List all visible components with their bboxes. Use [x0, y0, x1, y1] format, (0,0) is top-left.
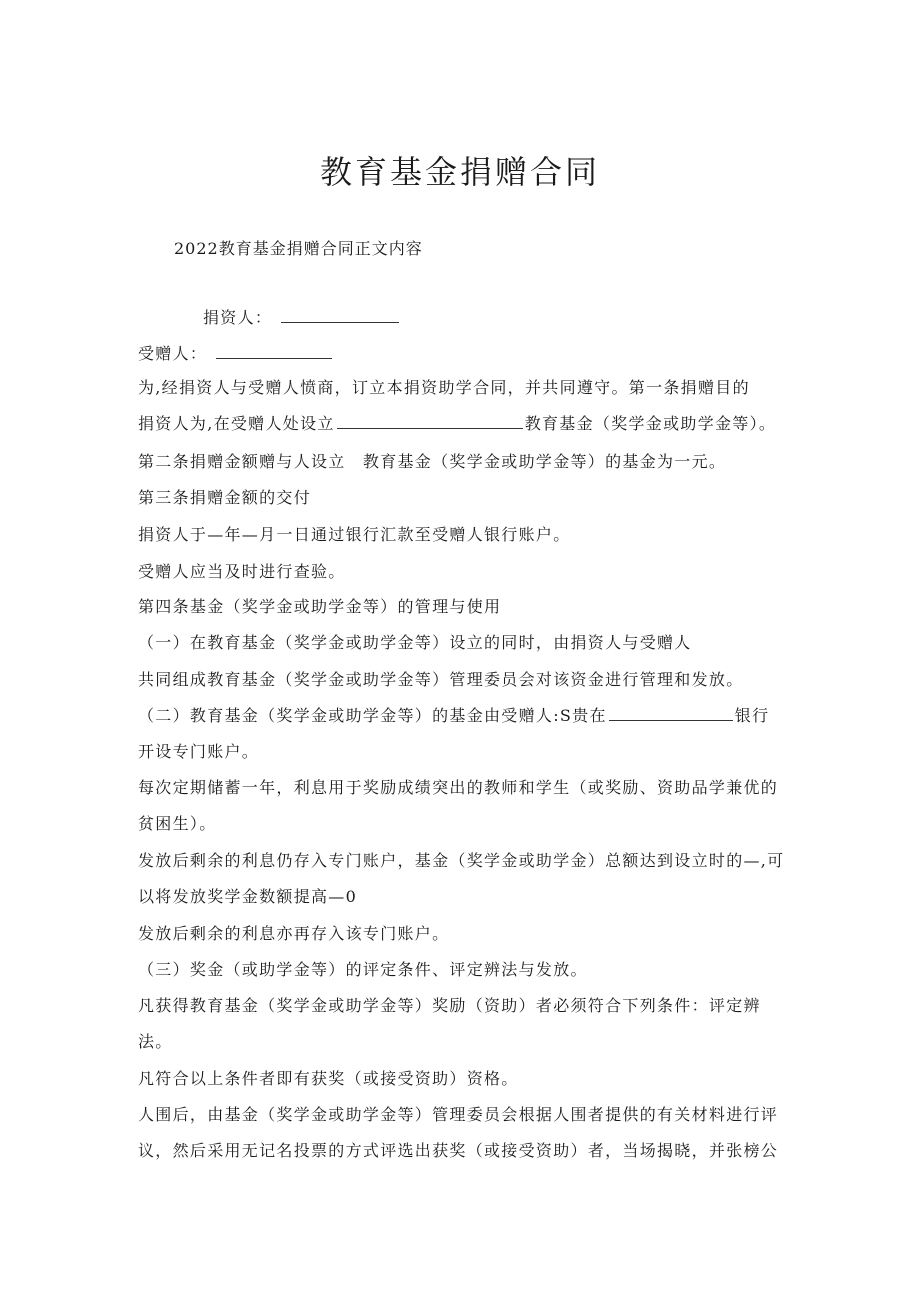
paragraph-line: 法。: [138, 1032, 173, 1051]
paragraph-line: [138, 414, 778, 434]
fund-setup-text: 捐资人为,在受赠人处设立: [138, 414, 335, 433]
paragraph-line: 受赠人应当及时进行查验。: [138, 562, 346, 581]
bank-text: （二）教育基金（奖学金或助学金等）的基金由受赠人:S贵在: [138, 706, 607, 725]
donor-line: [203, 308, 843, 328]
paragraph-line: 第四条基金（奖学金或助学金等）的管理与使用: [138, 597, 502, 616]
paragraph-line: 凡符合以上条件者即有获奖（或接受资助）资格。: [138, 1069, 519, 1088]
bank-name-blank[interactable]: [609, 706, 733, 721]
paragraph-line: 发放后剩余的利息亦再存入该专门账户。: [138, 924, 450, 943]
paragraph-line: 第三条捐赠金额的交付: [138, 488, 312, 507]
donor-label: 捐资人：: [203, 308, 273, 327]
paragraph-line: 每次定期储蓄一年，利息用于奖励成绩突出的教师和学生（或奖励、资助品学兼优的: [138, 778, 779, 797]
recipient-line: [138, 344, 778, 364]
paragraph-line: 共同组成教育基金（奖学金或助学金等）管理委员会对该资金进行管理和发放。: [138, 670, 744, 689]
donor-blank[interactable]: [281, 308, 399, 323]
paragraph-line: 凡获得教育基金（奖学金或助学金等）奖励（资助）者必须符合下列条件：评定辨: [138, 996, 761, 1015]
paragraph-line: [138, 706, 778, 726]
document-title: 教育基金捐赠合同: [319, 153, 600, 191]
fund-name-blank[interactable]: [337, 414, 523, 429]
recipient-blank[interactable]: [216, 344, 332, 359]
document-subtitle: 2022教育基金捐赠合同正文内容: [174, 239, 423, 258]
paragraph-line: 以将发放奖学金数额提高—0: [138, 887, 358, 906]
fund-type-text: 教育基金（奖学金或助学金等）。: [524, 414, 777, 433]
bank-suffix: 银行: [734, 706, 770, 725]
paragraph-line: 第二条捐赠金额赠与人设立 教育基金（奖学金或助学金等）的基金为一元。: [138, 452, 727, 471]
paragraph-line: 议，然后采用无记名投票的方式评选出获奖（或接受资助）者，当场揭晓，并张榜公: [138, 1141, 779, 1160]
paragraph-line: 发放后剩余的利息仍存入专门账户，基金（奖学金或助学金）总额达到设立时的—,可: [138, 851, 785, 870]
paragraph-line: （一）在教育基金（奖学金或助学金等）设立的同时，由捐资人与受赠人: [138, 633, 692, 652]
paragraph-line: 为,经捐资人与受赠人愤商，订立本捐资助学合同，并共同遵守。第一条捐赠目的: [138, 378, 750, 397]
paragraph-line: （三）奖金（或助学金等）的评定条件、评定辨法与发放。: [138, 960, 588, 979]
paragraph-line: 捐资人于—年—月一日通过银行汇款至受赠人银行账户。: [138, 525, 571, 544]
recipient-label: 受赠人：: [138, 344, 208, 363]
paragraph-line: 开设专门账户。: [138, 742, 260, 761]
paragraph-line: 人围后，由基金（奖学金或助学金等）管理委员会根据人围者提供的有关材料进行评: [138, 1105, 779, 1124]
paragraph-line: 贫困生）。: [138, 814, 217, 833]
